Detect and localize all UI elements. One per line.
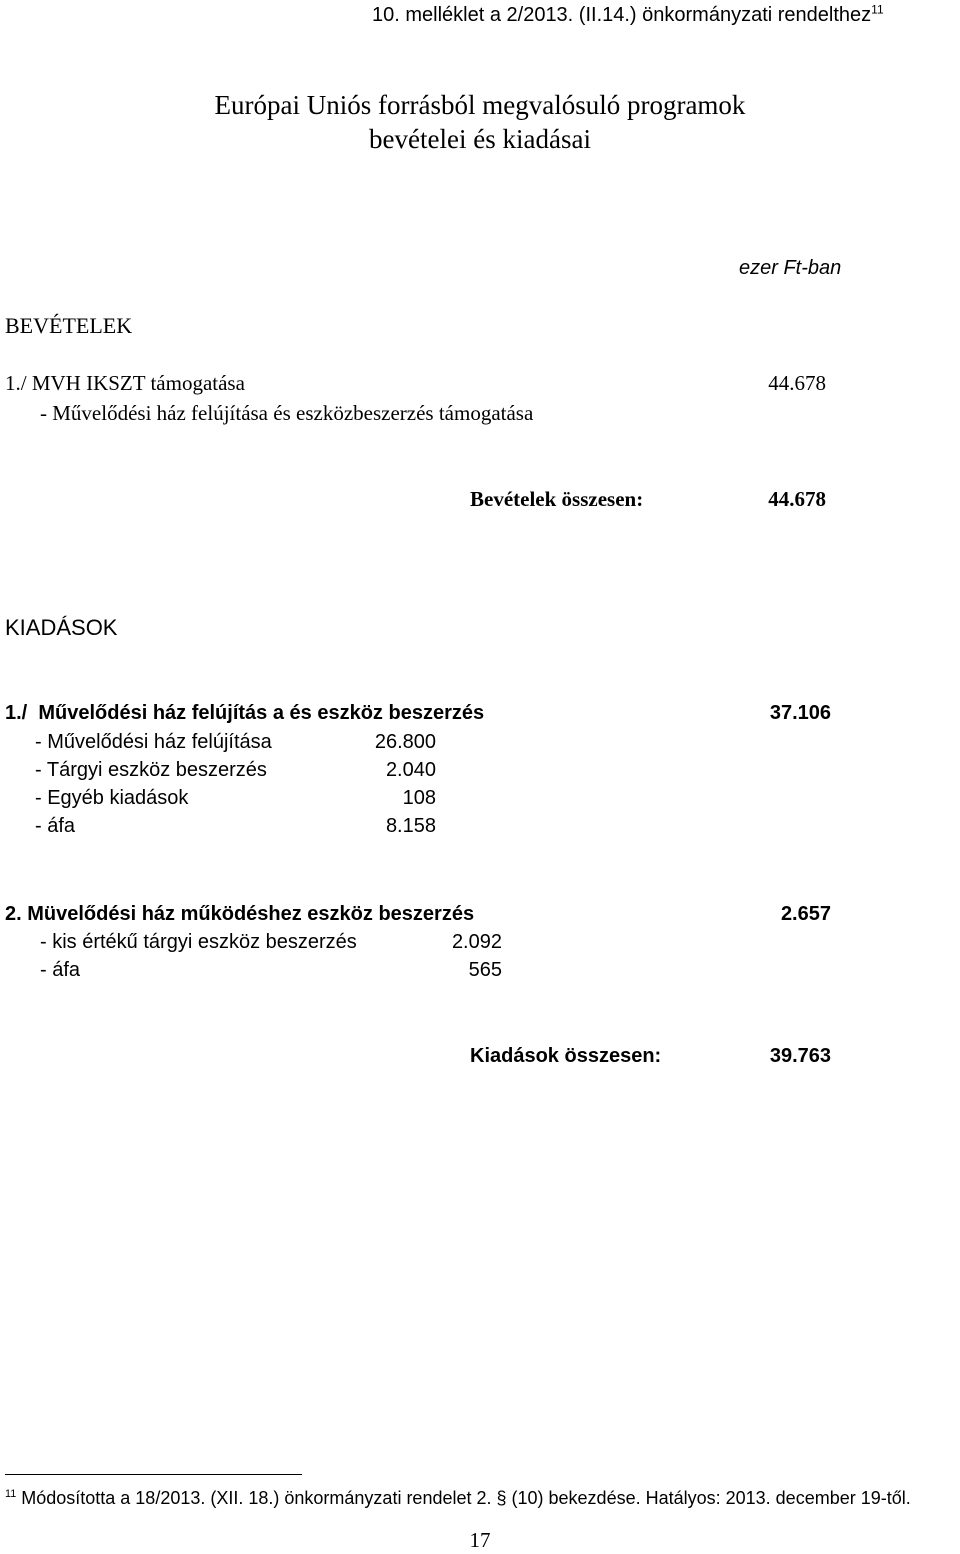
unit-label: ezer Ft-ban xyxy=(739,257,842,279)
expense-sub-value: 565 xyxy=(468,959,502,981)
title-line-2: bevételei és kiadásai xyxy=(369,124,591,154)
expense-item-2-value: 2.657 xyxy=(780,903,831,925)
expense-sub-label: - kis értékű tárgyi eszköz beszerzés xyxy=(40,931,357,953)
title-line-1: Európai Uniós forrásból megvalósuló programok xyxy=(214,90,746,120)
expense-sub-value: 26.800 xyxy=(374,731,436,753)
footnote-text: Módosította a 18/2013. (XII. 18.) önkormányzati rendelet 2. § (10) bekezdése. Hatályos: 2013. december 19-től. xyxy=(21,1488,911,1508)
expense-sub-label: - Egyéb kiadások xyxy=(35,787,189,809)
revenues-heading: BEVÉTELEK xyxy=(5,313,133,338)
footnote xyxy=(5,1488,911,1509)
footnote-rule xyxy=(5,1474,302,1475)
expense-sub-value: 2.040 xyxy=(385,759,436,781)
expense-sub-label: - Tárgyi eszköz beszerzés xyxy=(35,759,267,781)
revenue-item-label: 1./ MVH IKSZT támogatása xyxy=(5,371,245,395)
expense-sub-label: - áfa xyxy=(35,815,76,837)
expense-item-2-label: 2. Müvelődési ház működéshez eszköz beszerzés xyxy=(5,903,475,925)
expense-sub-value: 108 xyxy=(402,787,436,809)
page-number: 17 xyxy=(469,1528,491,1552)
revenue-item-value: 44.678 xyxy=(768,371,826,395)
expenses-total-label: Kiadások összesen: xyxy=(470,1045,662,1067)
document-title xyxy=(0,88,960,156)
footnote-ref: 11 xyxy=(5,1488,17,1500)
expenses-total-value: 39.763 xyxy=(769,1045,831,1067)
expense-sub-value: 2.092 xyxy=(451,931,502,953)
expense-item-1-value: 37.106 xyxy=(769,702,831,724)
expense-sub-value: 8.158 xyxy=(385,815,436,837)
annex-reference xyxy=(372,4,884,27)
revenue-item-sub: - Művelődési ház felújítása és eszközbeszerzés támogatása xyxy=(40,401,534,425)
expense-item-1-label: 1./ Művelődési ház felújítás a és eszköz beszerzés xyxy=(5,702,485,724)
revenues-total-label: Bevételek összesen: xyxy=(470,487,644,511)
annex-text: 10. melléklet a 2/2013. (II.14.) önkormányzati rendelthez xyxy=(372,4,872,26)
revenues-total-value: 44.678 xyxy=(768,487,826,511)
annex-footnote-ref: 11 xyxy=(871,2,884,17)
expense-sub-label: - Művelődési ház felújítása xyxy=(35,731,272,753)
expense-sub-label: - áfa xyxy=(40,959,81,981)
expenses-heading: KIADÁSOK xyxy=(5,615,118,640)
